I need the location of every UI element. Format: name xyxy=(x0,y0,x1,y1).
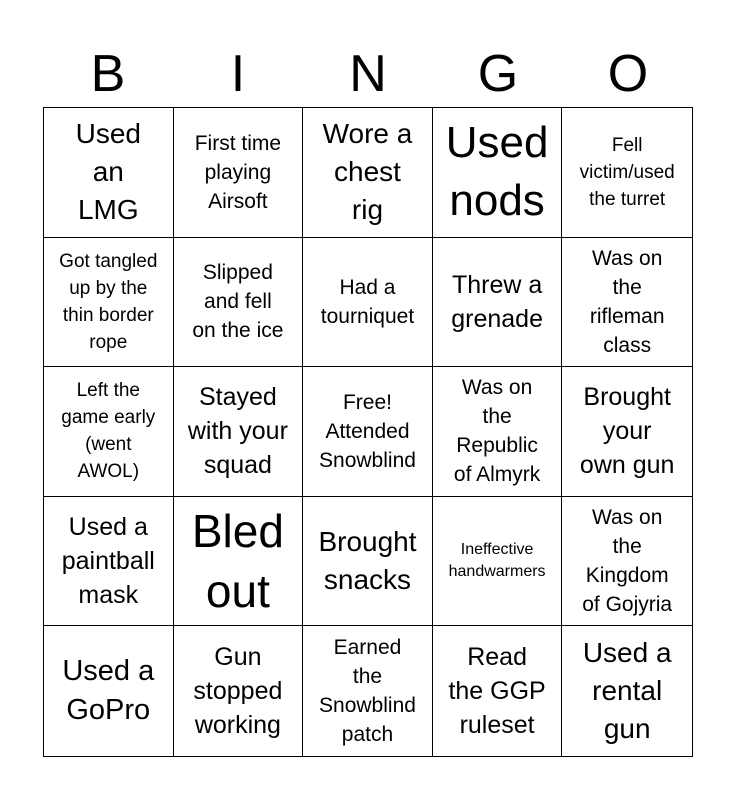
bingo-cell-text: Used an LMG xyxy=(75,118,141,226)
header-letter-n: N xyxy=(349,45,387,103)
bingo-cell-text: Was on the rifleman class xyxy=(589,246,665,357)
bingo-cell-text: Got tangled up by the thin border rope xyxy=(59,250,158,353)
bingo-cell[interactable] xyxy=(562,626,692,756)
bingo-cell[interactable] xyxy=(174,367,304,497)
bingo-cell-text: Was on the Kingdom of Gojyria xyxy=(582,506,673,617)
header-letter-g: G xyxy=(477,45,519,103)
header-letter-o: O xyxy=(607,45,649,103)
bingo-cell-text: Brought your own gun xyxy=(579,383,675,480)
bingo-cell[interactable] xyxy=(174,238,304,368)
bingo-cell-text: Threw a grenade xyxy=(451,270,543,333)
bingo-cell[interactable] xyxy=(174,108,304,238)
bingo-header xyxy=(43,40,693,108)
bingo-cell[interactable] xyxy=(44,108,174,238)
bingo-cell[interactable] xyxy=(303,497,433,627)
bingo-card-grid xyxy=(43,107,693,757)
header-letter-i: I xyxy=(230,45,246,103)
bingo-cell-text: Had a tourniquet xyxy=(320,275,415,328)
bingo-cell[interactable] xyxy=(44,626,174,756)
bingo-cell[interactable] xyxy=(433,367,563,497)
bingo-cell[interactable] xyxy=(174,497,304,627)
bingo-cell[interactable] xyxy=(303,108,433,238)
bingo-cell-text: Used a GoPro xyxy=(62,655,155,727)
bingo-cell[interactable] xyxy=(44,238,174,368)
bingo-cell-text: Left the game early (went AWOL) xyxy=(61,380,156,483)
bingo-cell[interactable] xyxy=(562,497,692,627)
bingo-cell-text: Stayed with your squad xyxy=(187,383,288,480)
bingo-cell[interactable] xyxy=(433,497,563,627)
bingo-cell[interactable] xyxy=(44,497,174,627)
bingo-cell[interactable] xyxy=(303,367,433,497)
bingo-cell-text: Gun stopped working xyxy=(193,643,283,740)
bingo-cell-text: Earned the Snowblind patch xyxy=(319,636,416,747)
bingo-cell-text: Read the GGP ruleset xyxy=(448,643,546,740)
bingo-cell[interactable] xyxy=(303,238,433,368)
bingo-cell[interactable] xyxy=(433,108,563,238)
bingo-cell-text: Used a paintball mask xyxy=(61,513,155,610)
bingo-cell[interactable] xyxy=(562,238,692,368)
bingo-cell[interactable] xyxy=(562,367,692,497)
bingo-cell[interactable] xyxy=(303,626,433,756)
bingo-cell-text: Brought snacks xyxy=(318,526,417,596)
bingo-cell-text: Bled out xyxy=(191,505,284,618)
header-letter-b: B xyxy=(90,45,126,103)
bingo-cell[interactable] xyxy=(174,626,304,756)
bingo-cell-text: Wore a chest rig xyxy=(322,118,413,226)
bingo-cell-text: Free! Attended Snowblind xyxy=(319,390,416,472)
bingo-cell[interactable] xyxy=(433,238,563,368)
bingo-cell-text: Slipped and fell on the ice xyxy=(192,261,284,343)
bingo-cell-text: Used nods xyxy=(445,118,549,226)
bingo-cell-text: Was on the Republic of Almyrk xyxy=(453,376,541,487)
bingo-cell-text: Ineffective handwarmers xyxy=(448,541,546,581)
bingo-cell[interactable] xyxy=(433,626,563,756)
bingo-cell[interactable] xyxy=(562,108,692,238)
bingo-cell[interactable] xyxy=(44,367,174,497)
bingo-cell-text: Used a rental gun xyxy=(582,637,672,745)
bingo-cell-text: Fell victim/used the turret xyxy=(579,134,675,210)
bingo-cell-text: First time playing Airsoft xyxy=(194,131,282,213)
